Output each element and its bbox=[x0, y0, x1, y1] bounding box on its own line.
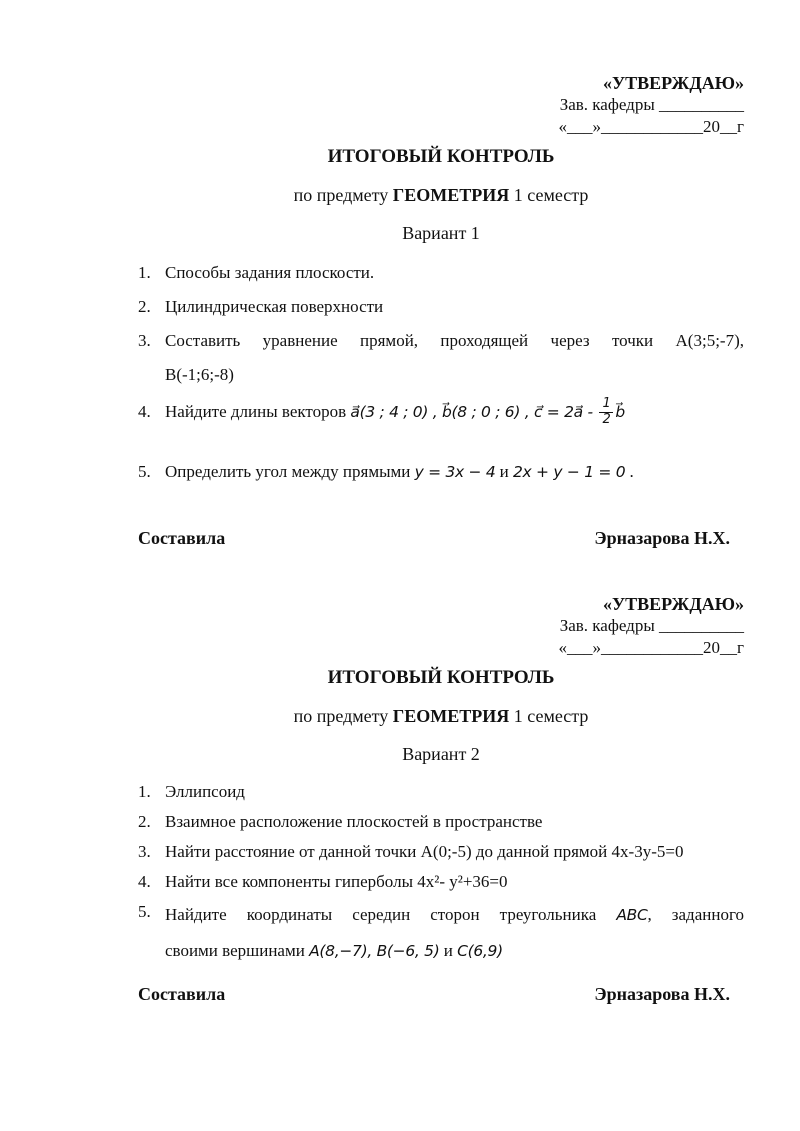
item-text-prefix: Определить угол между прямыми bbox=[165, 462, 415, 481]
line-equation-1: y = 3x − 4 bbox=[414, 463, 496, 481]
task-item bbox=[138, 324, 744, 392]
subject-line bbox=[138, 704, 744, 728]
document-title: ИТОГОВЫЙ КОНТРОЛЬ bbox=[327, 146, 555, 167]
fraction-denominator: 2 bbox=[602, 412, 611, 427]
approval-word: «УТВЕРЖДАЮ» bbox=[602, 594, 744, 614]
task-item bbox=[138, 256, 744, 290]
author-role: Составила bbox=[138, 528, 226, 548]
subject-name: ГЕОМЕТРИЯ bbox=[392, 706, 510, 726]
subject-suffix: 1 семестр bbox=[509, 706, 589, 726]
item-number: 5. bbox=[138, 462, 151, 481]
item-number: 2. bbox=[138, 297, 151, 316]
triangle-name: ABC bbox=[616, 906, 648, 924]
formula-tail: b⃗ bbox=[615, 403, 625, 421]
fraction-numerator: 1 bbox=[599, 397, 613, 413]
item-number: 3. bbox=[138, 842, 151, 861]
line1-text: Найдите координаты середин сторон треугольника bbox=[165, 905, 617, 924]
author-name: Эрназарова Н.Х. bbox=[594, 528, 730, 548]
author-role: Составила bbox=[138, 984, 226, 1004]
exam-section-variant-2 bbox=[138, 593, 744, 1005]
item-number: 4. bbox=[138, 402, 151, 421]
approval-block bbox=[138, 593, 744, 659]
item-number: 5. bbox=[138, 902, 151, 921]
approval-dept-line: Зав. кафедры __________ bbox=[559, 616, 744, 635]
approval-block bbox=[138, 72, 744, 138]
approval-word: «УТВЕРЖДАЮ» bbox=[602, 73, 744, 93]
variant-label: Вариант 1 bbox=[402, 223, 480, 243]
item-text-line1 bbox=[165, 897, 744, 933]
approval-date-line: «___»____________20__г bbox=[558, 638, 744, 657]
item-text-line2 bbox=[165, 933, 744, 969]
item-text: Эллипсоид bbox=[165, 782, 245, 801]
subject-line bbox=[138, 183, 744, 207]
item-text-prefix: Найдите длины векторов bbox=[165, 402, 351, 421]
author-row bbox=[138, 984, 744, 1005]
item-text-suffix: . bbox=[625, 462, 634, 481]
approval-dept-line: Зав. кафедры __________ bbox=[559, 95, 744, 114]
document-title: ИТОГОВЫЙ КОНТРОЛЬ bbox=[327, 667, 555, 688]
approval-date-line: «___»____________20__г bbox=[558, 117, 744, 136]
subject-name: ГЕОМЕТРИЯ bbox=[392, 185, 510, 205]
task-list bbox=[138, 256, 744, 489]
task-item bbox=[138, 867, 744, 897]
item-text-line1: Составить уравнение прямой, проходящей через точки А(3;5;-7), bbox=[165, 331, 744, 350]
line1-text-end: , заданного bbox=[647, 905, 744, 924]
line2-text: своими вершинами bbox=[165, 941, 310, 960]
vertices-formula-2: C(6,9) bbox=[457, 942, 503, 960]
subject-prefix: по предмету bbox=[293, 185, 393, 205]
author-row bbox=[138, 528, 744, 549]
vector-formula bbox=[350, 396, 625, 427]
task-item bbox=[138, 807, 744, 837]
variant-label: Вариант 2 bbox=[402, 744, 480, 764]
task-item bbox=[138, 837, 744, 867]
item-text: Цилиндрическая поверхности bbox=[165, 297, 384, 316]
line-equation-2: 2x + y − 1 = 0 bbox=[513, 463, 626, 481]
fraction bbox=[599, 397, 613, 428]
item-number: 4. bbox=[138, 872, 151, 891]
vertices-formula-1: A(8,−7), B(−6, 5) bbox=[309, 942, 440, 960]
task-item bbox=[138, 395, 744, 429]
subject-prefix: по предмету bbox=[293, 706, 393, 726]
conjunction: и bbox=[495, 462, 513, 481]
task-item bbox=[138, 455, 744, 489]
item-text: Найти расстояние от данной точки А(0;-5) до данной прямой 4x-3y-5=0 bbox=[165, 842, 684, 861]
item-text bbox=[165, 455, 744, 489]
item-number: 1. bbox=[138, 782, 151, 801]
conjunction: и bbox=[439, 941, 458, 960]
item-text bbox=[165, 395, 744, 429]
item-number: 2. bbox=[138, 812, 151, 831]
formula-head: a⃗(3 ; 4 ; 0) , b⃗(8 ; 0 ; 6) , c⃗ = 2a⃗ - bbox=[350, 403, 598, 421]
author-name: Эрназарова Н.Х. bbox=[594, 984, 730, 1004]
item-text: Найти все компоненты гиперболы 4x²- y²+36=0 bbox=[165, 872, 508, 891]
exam-section-variant-1 bbox=[138, 72, 744, 549]
task-item bbox=[138, 290, 744, 324]
subject-suffix: 1 семестр bbox=[509, 185, 589, 205]
item-text: Взаимное расположение плоскостей в пространстве bbox=[165, 812, 543, 831]
item-text bbox=[165, 324, 744, 392]
task-item bbox=[138, 777, 744, 807]
task-list bbox=[138, 777, 744, 969]
item-text: Способы задания плоскости. bbox=[165, 263, 375, 282]
item-number: 3. bbox=[138, 331, 151, 350]
item-text-line2: В(-1;6;-8) bbox=[165, 365, 234, 384]
item-text bbox=[165, 897, 744, 969]
task-item bbox=[138, 897, 744, 969]
item-number: 1. bbox=[138, 263, 151, 282]
